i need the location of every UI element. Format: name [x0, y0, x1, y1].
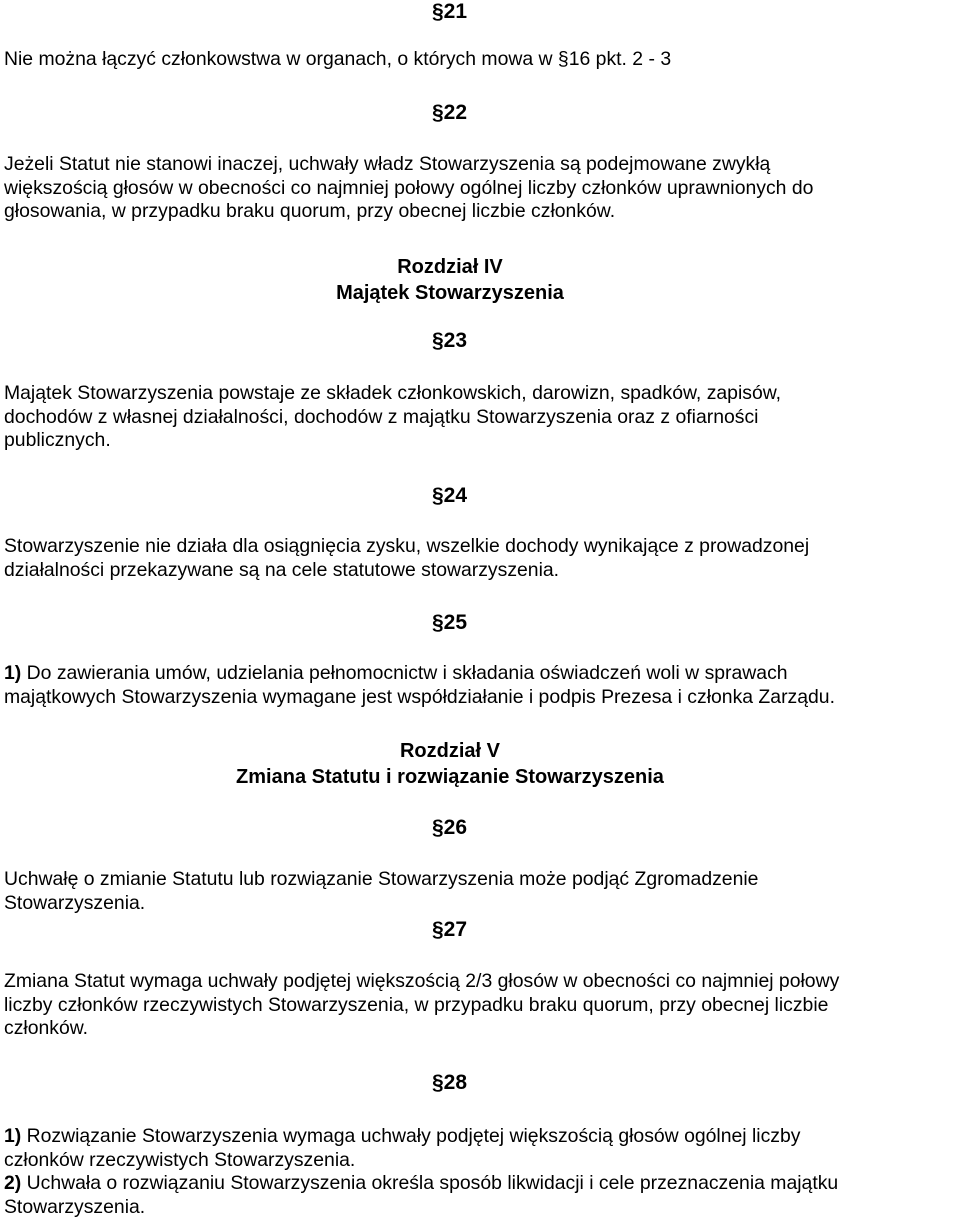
paragraph-line: Zmiana Statut wymaga uchwały podjętej większością 2/3 głosów w obecności co najmniej połowy: [4, 970, 840, 992]
list-item-number: 1): [4, 662, 22, 684]
list-item-continuation: Stowarzyszenia.: [4, 1195, 146, 1218]
section-24-text: [4, 535, 956, 582]
list-item-text: Uchwała o rozwiązaniu Stowarzyszenia określa sposób likwidacji i cele przeznaczenia majątku: [26, 1172, 839, 1194]
section-heading-28: §28: [432, 1071, 468, 1094]
section-25-text: [4, 662, 956, 709]
section-21-text: [4, 48, 956, 72]
list-item-2: [4, 1172, 956, 1196]
list-item-number: 2): [4, 1172, 22, 1194]
list-item-continuation: członków rzeczywistych Stowarzyszenia.: [4, 1148, 356, 1171]
paragraph-line: głosowania, w przypadku braku quorum, przy obecnej liczbie członków.: [4, 200, 616, 222]
section-heading-21: §21: [432, 0, 468, 23]
paragraph-line: Nie można łączyć członkowstwa w organach, o których mowa w §16 pkt. 2 - 3: [4, 48, 672, 70]
section-22-text: [4, 153, 956, 224]
paragraph-line: działalności przekazywane są na cele statutowe stowarzyszenia.: [4, 558, 560, 581]
list-item-1: [4, 662, 956, 686]
paragraph-line: Stowarzyszenie nie działa dla osiągnięcia zysku, wszelkie dochody wynikające z prowadzonej: [4, 535, 810, 557]
paragraph-line: liczby członków rzeczywistych Stowarzyszenia, w przypadku braku quorum, przy obecnej liczbie: [4, 993, 829, 1016]
section-heading-26: §26: [432, 816, 468, 839]
section-27-text: [4, 970, 956, 1041]
section-28-text: [4, 1125, 956, 1219]
paragraph-line: Jeżeli Statut nie stanowi inaczej, uchwały władz Stowarzyszenia są podejmowane zwykłą: [4, 153, 771, 175]
chapter-5-number: Rozdział V: [399, 740, 500, 762]
paragraph-line: Stowarzyszenia.: [4, 891, 146, 914]
paragraph-line: Majątek Stowarzyszenia powstaje ze składek członkowskich, darowizn, spadków, zapisów,: [4, 382, 782, 404]
list-item-1: [4, 1125, 956, 1149]
paragraph-line: publicznych.: [4, 429, 111, 451]
chapter-5-title: Zmiana Statutu i rozwiązanie Stowarzyszenia: [236, 766, 664, 788]
list-item-continuation: majątkowych Stowarzyszenia wymagane jest współdziałanie i podpis Prezesa i członka Zarządu.: [4, 685, 835, 708]
list-item-number: 1): [4, 1125, 22, 1147]
section-heading-23: §23: [432, 329, 468, 352]
paragraph-line: członków.: [4, 1017, 89, 1039]
section-23-text: [4, 382, 956, 453]
section-heading-27: §27: [432, 918, 468, 941]
section-heading-25: §25: [432, 611, 468, 634]
section-heading-24: §24: [432, 484, 468, 507]
list-item-text: Do zawierania umów, udzielania pełnomocnictw i składania oświadczeń woli w sprawach: [26, 662, 788, 684]
paragraph-line: dochodów z własnej działalności, dochodów z majątku Stowarzyszenia oraz z ofiarności: [4, 405, 759, 428]
section-heading-22: §22: [432, 101, 468, 124]
chapter-4-title: Majątek Stowarzyszenia: [336, 282, 564, 304]
paragraph-line: większością głosów w obecności co najmniej połowy ogólnej liczby członków uprawnionych do: [4, 176, 814, 199]
paragraph-line: Uchwałę o zmianie Statutu lub rozwiązanie Stowarzyszenia może podjąć Zgromadzenie: [4, 868, 759, 890]
chapter-4-number: Rozdział IV: [397, 256, 503, 278]
section-26-text: [4, 868, 956, 915]
list-item-text: Rozwiązanie Stowarzyszenia wymaga uchwały podjętej większością głosów ogólnej liczby: [26, 1125, 801, 1147]
